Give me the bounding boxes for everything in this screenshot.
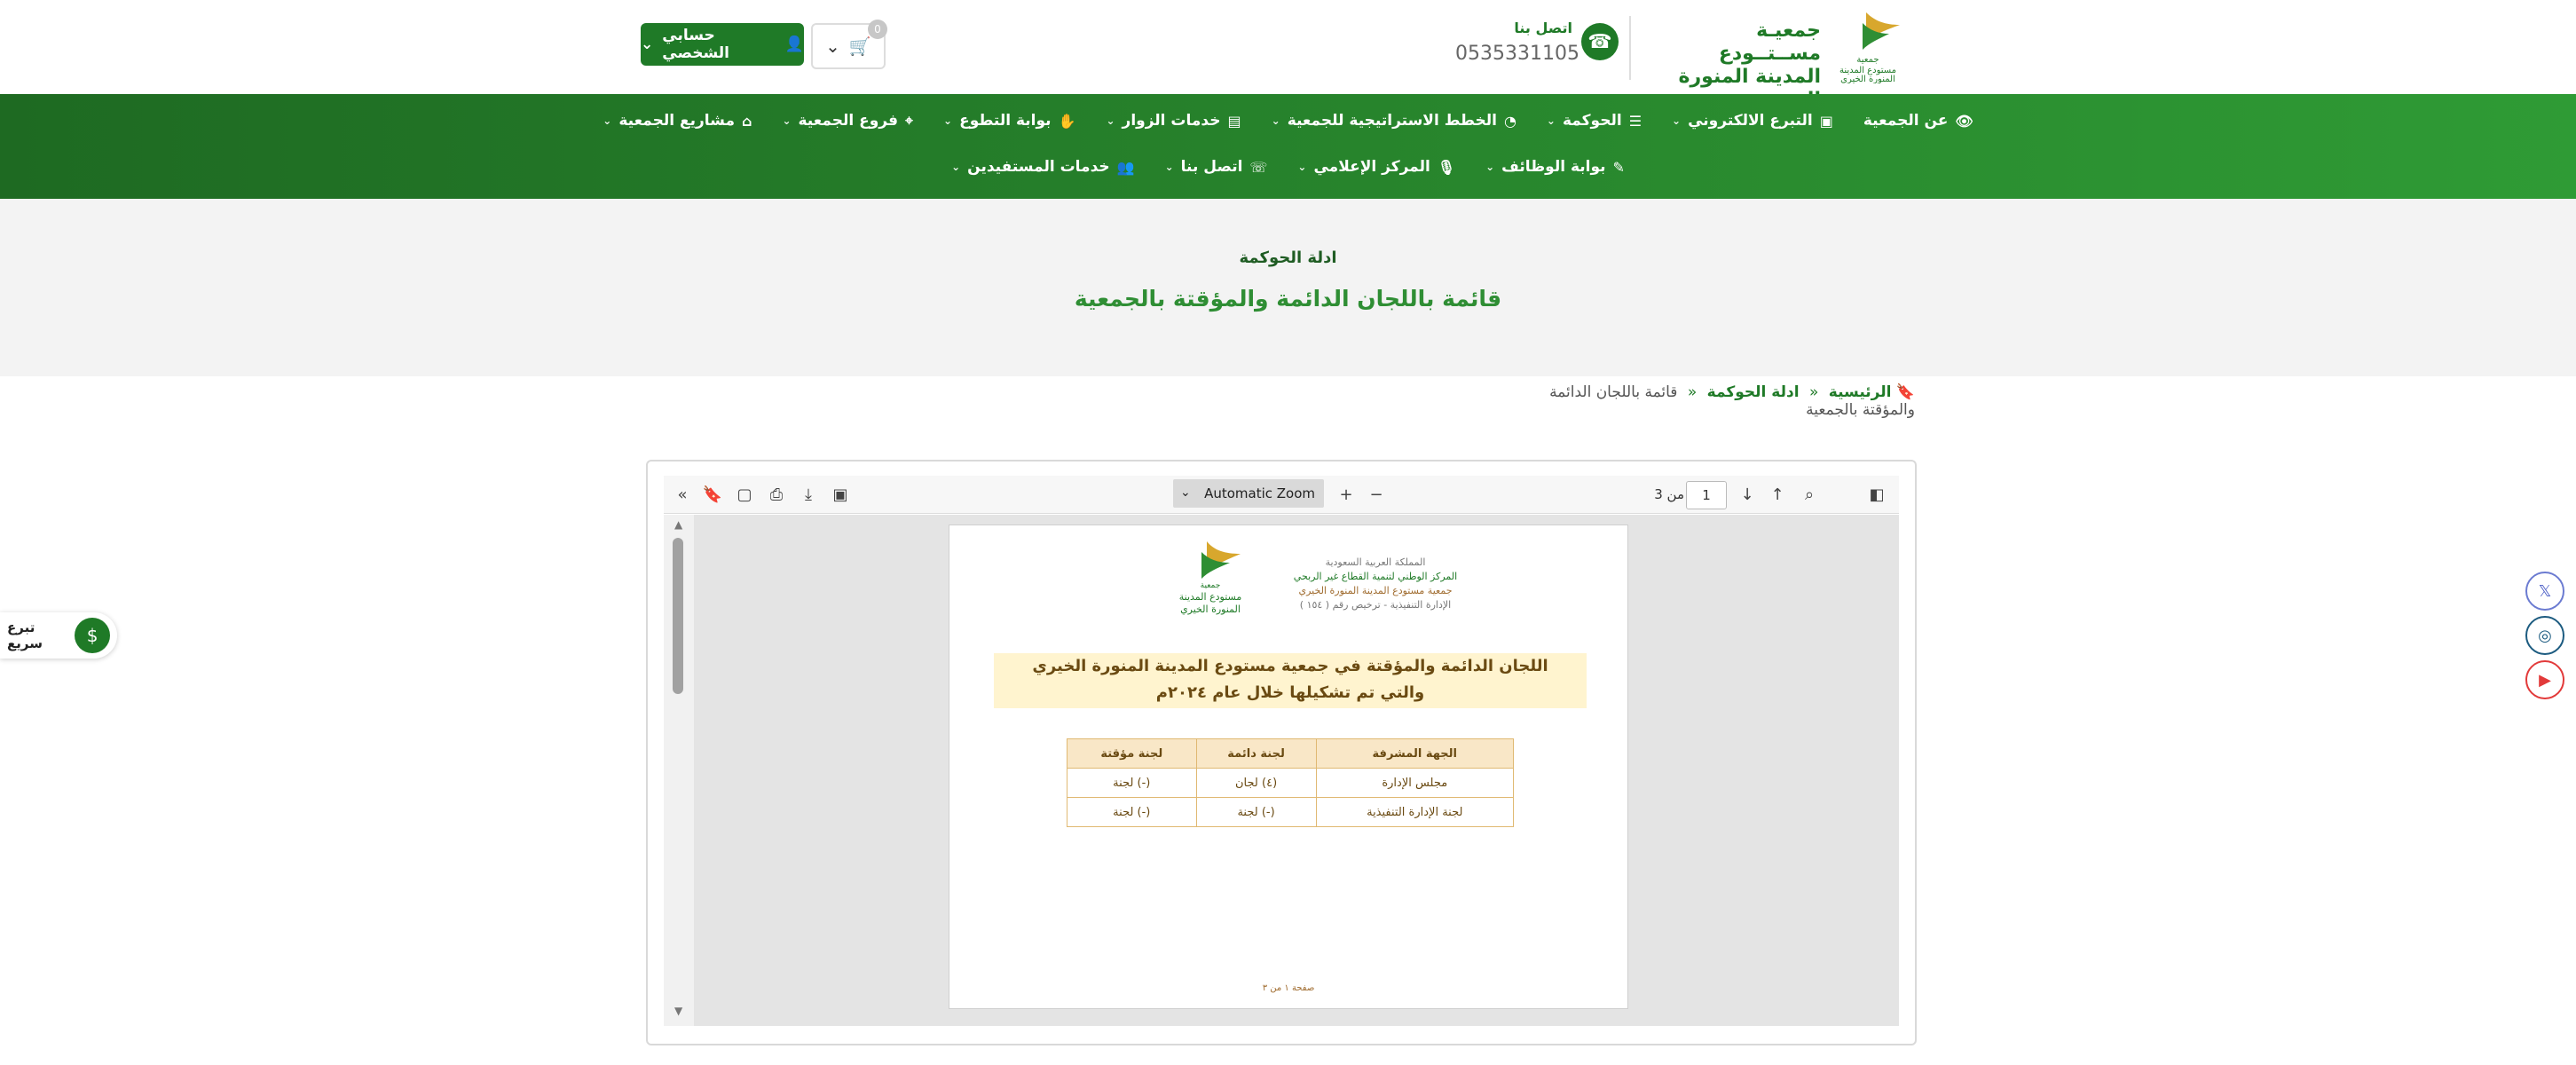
document-title-line2: والتي تم تشكيلها خلال عام ٢٠٢٤م xyxy=(1155,683,1425,702)
document-logo xyxy=(1161,538,1258,618)
chevron-down-icon: ⌄ xyxy=(943,114,953,127)
scroll-up-icon[interactable]: ▲ xyxy=(674,518,683,531)
breadcrumb-separator-icon: « xyxy=(1687,383,1698,401)
nav-jobs[interactable] xyxy=(1485,158,1625,176)
nav-governance-label: الحوكمة xyxy=(1562,112,1622,130)
table-row xyxy=(1067,769,1514,798)
nav-about[interactable] xyxy=(1863,112,1973,130)
nav-contact[interactable] xyxy=(1165,158,1268,176)
call-number[interactable]: 0535331105 xyxy=(1455,43,1579,65)
tag-icon: ⌂ xyxy=(741,112,752,130)
nav-row-1 xyxy=(0,112,2576,130)
logo-text-line2: المدينة المنورة xyxy=(1678,66,1821,88)
table-cell: (-) لجنة xyxy=(1067,769,1197,798)
nav-jobs-label: بوابة الوظائف xyxy=(1501,158,1606,176)
scroll-down-icon[interactable]: ▼ xyxy=(674,1005,683,1017)
account-button[interactable] xyxy=(641,23,804,66)
table-header-row xyxy=(1067,739,1514,769)
document-header-line1: المملكة العربية السعودية xyxy=(1325,556,1426,568)
sidebar-icon: ◧ xyxy=(1869,485,1885,504)
nav-beneficiary-services[interactable] xyxy=(951,158,1135,176)
zoom-out-button[interactable] xyxy=(1363,481,1390,508)
breadcrumb-middle[interactable]: ادلة الحوكمة xyxy=(1706,383,1800,401)
arrow-up-icon: ↑ xyxy=(1770,485,1784,504)
tools-menu-button[interactable] xyxy=(669,481,696,508)
phone-call-button[interactable] xyxy=(1581,23,1619,60)
scroll-thumb[interactable] xyxy=(673,538,683,694)
search-button[interactable] xyxy=(1796,481,1823,508)
briefcase-icon: ▣ xyxy=(1819,112,1833,130)
nav-media-center-label: المركز الإعلامي xyxy=(1313,158,1430,176)
committees-table xyxy=(1067,738,1514,827)
chevron-down-icon: ⌄ xyxy=(1106,114,1115,127)
table-cell: مجلس الإدارة xyxy=(1316,769,1513,798)
arrow-down-icon: ↓ xyxy=(1740,485,1754,504)
edit-icon: ✎ xyxy=(1612,158,1625,176)
chevron-down-icon: ⌄ xyxy=(1180,485,1191,500)
logo-text-line1: جمعيـة مســتــودع xyxy=(1718,20,1821,65)
page-title: قائمة باللجان الدائمة والمؤقتة بالجمعية xyxy=(1074,286,1502,312)
bookmark-icon: 🔖 xyxy=(1895,383,1915,401)
chevron-down-icon: ⌄ xyxy=(1271,114,1280,127)
table-cell: (٤) لجان xyxy=(1196,769,1316,798)
zoom-in-button[interactable] xyxy=(1333,481,1359,508)
document-title-line1: اللجان الدائمة والمؤقتة في جمعية مستودع المدينة المنورة الخيري xyxy=(1032,657,1548,675)
previous-page-button[interactable] xyxy=(1764,481,1791,508)
chevron-down-icon: ⌄ xyxy=(825,36,840,57)
table-cell: (-) لجنة xyxy=(1067,798,1197,827)
nav-online-donation-label: التبرع الالكتروني xyxy=(1688,112,1813,130)
document-footer: صفحة ١ من ٣ xyxy=(1262,983,1315,993)
breadcrumb-home[interactable]: الرئيسية xyxy=(1828,383,1892,401)
nav-row-2 xyxy=(0,158,2576,176)
document-logo-line3: المنورة الخيري xyxy=(1180,604,1241,615)
open-file-button[interactable] xyxy=(731,481,758,508)
chevron-down-icon: ⌄ xyxy=(641,36,654,53)
document-header xyxy=(1287,556,1464,612)
chevron-down-icon: ⌄ xyxy=(1546,114,1556,127)
donate-hand-icon: $ xyxy=(75,618,110,653)
nav-governance[interactable] xyxy=(1547,112,1642,130)
page-kicker: ادلة الحوكمة xyxy=(1239,248,1337,267)
nav-beneficiary-services-label: خدمات المستفيدين xyxy=(967,158,1110,176)
page-count: من 3 xyxy=(1654,486,1684,502)
chevron-down-icon: ⌄ xyxy=(782,114,792,127)
document-logo-line1: جمعية xyxy=(1200,581,1221,590)
chevron-down-icon: ⌄ xyxy=(603,114,612,127)
nav-volunteer-portal-label: بوابة التطوع xyxy=(959,112,1052,130)
mic-icon: 🎙 xyxy=(1437,158,1456,176)
search-icon: ⌕ xyxy=(1804,485,1815,504)
pdf-page xyxy=(949,525,1627,1008)
server-icon: ▤ xyxy=(1227,112,1241,130)
youtube-icon: ▶ xyxy=(2539,670,2551,690)
chevron-down-icon: ⌄ xyxy=(1672,114,1682,127)
nav-volunteer-portal[interactable] xyxy=(943,112,1075,130)
breadcrumb-current: قائمة باللجان الدائمة والمؤقتة بالجمعية xyxy=(1549,383,1915,419)
logo-line1: جمعية xyxy=(1856,55,1879,65)
phone-icon: ☏ xyxy=(1249,158,1268,176)
table-header-cell: لجنة مؤقتة xyxy=(1067,739,1197,769)
nav-strategic-plans[interactable] xyxy=(1272,112,1516,130)
list-icon: ☰ xyxy=(1628,112,1642,130)
breadcrumb-separator-icon: « xyxy=(1808,383,1819,401)
sidebar-toggle-button[interactable] xyxy=(1863,481,1890,508)
location-icon: ⌖ xyxy=(905,112,914,129)
document-header-line3: جمعية مستودع المدينة المنورة الخيري xyxy=(1298,585,1453,596)
download-button[interactable] xyxy=(795,481,822,508)
header-top xyxy=(0,0,2576,95)
folder-icon: ▢ xyxy=(737,485,752,504)
bookmark-button[interactable] xyxy=(699,481,726,508)
document-header-line2: المركز الوطني لتنمية القطاع غير الربحي xyxy=(1293,571,1458,582)
account-label: حسابي الشخصي xyxy=(662,27,729,62)
instagram-social-button[interactable] xyxy=(2525,616,2564,655)
zoom-select[interactable] xyxy=(1173,479,1324,508)
x-icon: 𝕏 xyxy=(2538,581,2552,601)
nav-projects[interactable] xyxy=(603,112,752,130)
bookmark-icon: 🔖 xyxy=(702,485,723,504)
chevron-down-icon: ⌄ xyxy=(951,161,961,173)
volunteer-icon: ✋ xyxy=(1058,112,1076,130)
presentation-icon: ▣ xyxy=(832,485,848,504)
double-chevron-left-icon: « xyxy=(677,485,688,504)
document-header-line4: الإدارة التنفيذية - ترخيص رقم ( ١٥٤ ) xyxy=(1299,599,1452,611)
nav-contact-label: اتصل بنا xyxy=(1180,158,1243,176)
zoom-value: Automatic Zoom xyxy=(1204,485,1315,501)
table-cell: لجنة الإدارة التنفيذية xyxy=(1316,798,1513,827)
table-header-cell: لجنة دائمة xyxy=(1196,739,1316,769)
logo[interactable] xyxy=(1824,7,1912,83)
document-logo-line2: مستودع المدينة xyxy=(1178,591,1242,603)
nav-about-label: عن الجمعية xyxy=(1863,112,1949,130)
header-divider xyxy=(1629,16,1631,80)
chevron-down-icon: ⌄ xyxy=(1164,161,1174,173)
x-social-button[interactable] xyxy=(2525,572,2564,611)
users-icon: 👥 xyxy=(1116,158,1135,176)
table-row xyxy=(1067,798,1514,827)
instagram-icon: ◎ xyxy=(2538,626,2552,645)
next-page-button[interactable] xyxy=(1734,481,1761,508)
table-header-cell: الجهة المشرفة xyxy=(1316,739,1513,769)
nav-visitor-services[interactable] xyxy=(1106,112,1241,130)
page-number-input[interactable]: 1 xyxy=(1686,481,1727,509)
user-icon: 👤 xyxy=(784,36,804,53)
nav-media-center[interactable] xyxy=(1297,158,1455,176)
download-icon: ⤓ xyxy=(805,485,812,504)
call-label: اتصل بنا xyxy=(1514,20,1572,36)
pdf-canvas[interactable] xyxy=(664,515,1899,1026)
quick-donate-button[interactable] xyxy=(0,612,117,659)
document-title xyxy=(994,653,1587,708)
nav-visitor-services-label: خدمات الزوار xyxy=(1122,112,1221,130)
youtube-social-button[interactable] xyxy=(2525,660,2564,699)
nav-online-donation[interactable] xyxy=(1672,112,1833,130)
chevron-down-icon: ⌄ xyxy=(1297,161,1307,173)
strategy-icon: ◔ xyxy=(1503,112,1516,130)
cart-count-badge: 0 xyxy=(868,20,887,39)
pdf-toolbar xyxy=(664,476,1899,514)
main-nav xyxy=(0,94,2576,199)
minus-icon: − xyxy=(1369,485,1383,504)
logo-line3: المنورة الخيري xyxy=(1840,75,1895,83)
breadcrumb xyxy=(1509,383,1915,419)
print-button[interactable] xyxy=(763,481,790,508)
logo-line2: مستودع المدينة xyxy=(1839,66,1897,75)
presentation-mode-button[interactable] xyxy=(827,481,854,508)
cart-icon: 🛒 xyxy=(848,36,871,57)
phone-icon: ☎ xyxy=(1587,30,1612,53)
table-cell: (-) لجنة xyxy=(1196,798,1316,827)
nav-strategic-plans-label: الخطط الاستراتيجية للجمعية xyxy=(1287,112,1497,130)
plus-icon: + xyxy=(1339,485,1353,504)
nav-projects-label: مشاريع الجمعية xyxy=(618,112,735,130)
nav-branches[interactable] xyxy=(782,112,913,130)
chevron-down-icon: ⌄ xyxy=(1485,161,1495,173)
pdf-viewer xyxy=(646,460,1917,1045)
pdf-scrollbar[interactable] xyxy=(664,515,694,1026)
print-icon: ⎙ xyxy=(769,485,784,504)
eye-icon: 👁 xyxy=(1955,112,1973,130)
nav-branches-label: فروع الجمعية xyxy=(798,112,899,130)
quick-donate-label: تبرع سريع xyxy=(7,619,43,651)
